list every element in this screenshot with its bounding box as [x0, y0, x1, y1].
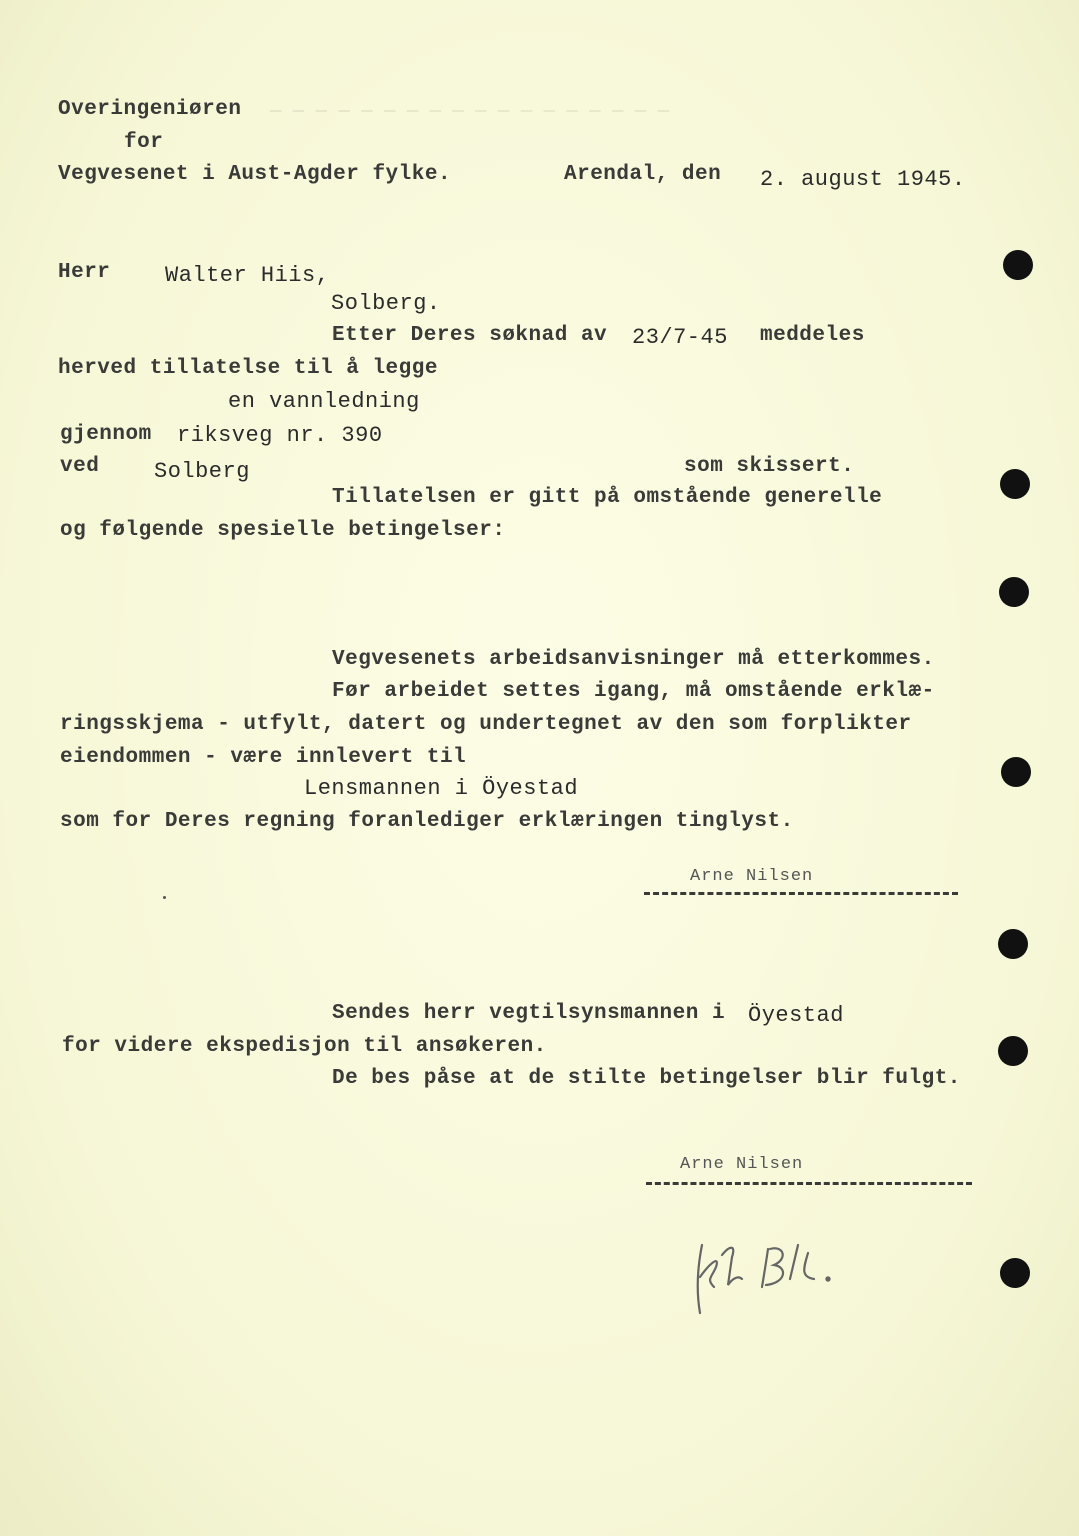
instructions-line1: Vegvesenets arbeidsanvisninger må etterkommes.	[332, 648, 935, 671]
punch-hole	[1000, 469, 1030, 499]
punch-hole	[999, 577, 1029, 607]
instructions-line3: ringsskjema - utfylt, datert og undertegnet av den som forplikter	[60, 713, 912, 736]
forward-line1: Sendes herr vegtilsynsmannen i	[332, 1002, 726, 1025]
instructions-line4: eiendommen - være innlevert til	[60, 746, 467, 769]
forward-line2: for videre ekspedisjon til ansøkeren.	[62, 1035, 547, 1058]
punch-hole	[1001, 757, 1031, 787]
date-value: 2. august 1945.	[760, 167, 966, 192]
bleed-through-text: — — — — — — — — — — — — — — — — — —	[270, 100, 670, 122]
conditions-line1: Tillatelsen er gitt på omstående generelle	[332, 486, 883, 509]
sketch-note: som skissert.	[684, 455, 855, 478]
application-date: 23/7-45	[632, 325, 728, 350]
punch-hole	[1003, 250, 1033, 280]
application-line2: herved tillatelse til å legge	[58, 357, 438, 380]
punch-hole	[1000, 1258, 1030, 1288]
signature-2: Arne Nilsen	[680, 1155, 804, 1174]
application-intro: Etter Deres søknad av	[332, 324, 608, 347]
addressee-name: Walter Hiis,	[165, 263, 330, 288]
signature-1-line	[644, 892, 958, 895]
letterhead-line2: for	[124, 131, 164, 154]
handwritten-note	[680, 1215, 850, 1325]
instructions-line5: som for Deres regning foranlediger erklæringen tinglyst.	[60, 810, 794, 833]
at-label: ved	[60, 455, 100, 478]
signature-1: Arne Nilsen	[690, 867, 814, 886]
punch-hole	[998, 1036, 1028, 1066]
recipient: Lensmannen i Öyestad	[304, 776, 579, 801]
conditions-line2: og følgende spesielle betingelser:	[60, 519, 506, 542]
through-label: gjennom	[60, 423, 152, 446]
application-outro: meddeles	[760, 324, 865, 347]
letterhead-line1: Overingeniøren	[58, 98, 242, 121]
addressee-place: Solberg.	[331, 291, 441, 316]
location: Solberg	[154, 459, 250, 484]
forward-line3: De bes påse at de stilte betingelser blir fulgt.	[332, 1067, 961, 1090]
stray-mark	[163, 896, 166, 899]
punch-hole	[998, 929, 1028, 959]
letterhead-line3: Vegvesenet i Aust-Agder fylke.	[58, 163, 452, 186]
signature-2-line	[646, 1182, 972, 1185]
instructions-line2: Før arbeidet settes igang, må omstående erklæ-	[332, 680, 935, 703]
date-place-label: Arendal, den	[564, 163, 722, 186]
road-number: riksveg nr. 390	[177, 423, 383, 448]
forward-place: Öyestad	[748, 1003, 844, 1028]
salutation: Herr	[58, 261, 111, 284]
application-item: en vannledning	[228, 389, 420, 414]
